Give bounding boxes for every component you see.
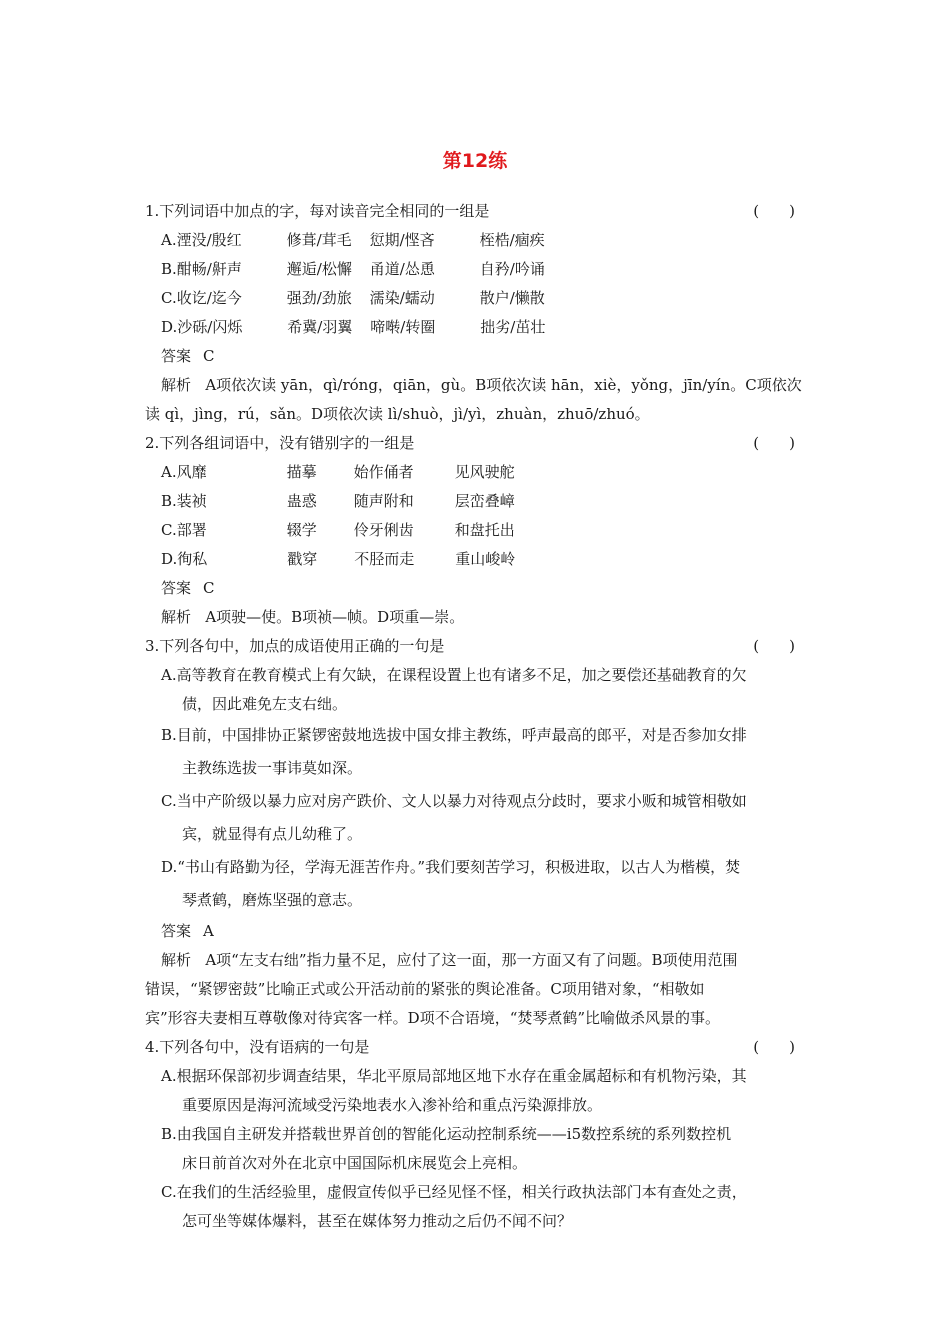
answer-value: C (203, 579, 215, 597)
answer-label: 答案 (161, 922, 192, 940)
word: 散户/懒散 (479, 289, 545, 307)
option-label: A. (161, 463, 177, 481)
option-a (145, 458, 809, 487)
answer-value: C (203, 347, 215, 365)
word: 辍学 (286, 521, 317, 539)
analysis (145, 603, 809, 632)
word: 邂逅/松懈 (286, 260, 352, 278)
option-line: “书山有路勤为径，学海无涯苦作舟。”我们要刻苦学习，积极进取，以古人为楷模，焚 (177, 858, 741, 876)
answer-bracket: ( ) (753, 1038, 795, 1056)
option-a (145, 661, 809, 719)
option-line: 目前，中国排协正紧锣密鼓地选拔中国女排主教练，呼声最高的郎平，对是否参加女排 (176, 726, 747, 744)
word: 风靡 (176, 463, 207, 481)
word: 湮没/殷红 (176, 231, 242, 249)
word: 希冀/羽翼 (287, 318, 353, 336)
option-b (145, 255, 809, 284)
word: 自矜/吟诵 (479, 260, 545, 278)
option-c (145, 516, 809, 545)
word: 层峦叠嶂 (454, 492, 515, 510)
analysis-line: 错误，“紧锣密鼓”比喻正式或公开活动前的紧张的舆论准备。C项用错对象，“相敬如 (145, 980, 705, 998)
analysis-line: A项依次读 yān，qì/róng，qiān，gù。B项依次读 hān，xiè，yǒng，jīn/yín。C项依次 (205, 376, 802, 394)
option-label: B. (161, 1125, 177, 1143)
option-line: 根据环保部初步调查结果，华北平原局部地区地下水存在重金属超标和有机物污染，其 (176, 1067, 747, 1085)
word: 随声附和 (353, 492, 414, 510)
option-line: 主教练选拔一事讳莫如深。 (182, 759, 363, 777)
option-d (145, 851, 809, 917)
word: 不胫而走 (354, 550, 415, 568)
option-d (145, 313, 809, 342)
option-c (145, 1178, 809, 1236)
question-4 (145, 1033, 809, 1236)
option-line: 在我们的生活经验里，虚假宣传似乎已经见怪不怪，相关行政执法部门本有查处之责， (176, 1183, 747, 1201)
question-1 (145, 197, 809, 429)
word: 蛊惑 (286, 492, 317, 510)
option-b (145, 1120, 809, 1178)
question-stem: 3.下列各句中，加点的成语使用正确的一句是 (145, 637, 445, 655)
option-line: 由我国自主研发并搭载世界首创的智能化运动控制系统——i5数控系统的系列数控机 (176, 1125, 732, 1143)
option-line: 高等教育在教育模式上有欠缺，在课程设置上也有诸多不足，加之要偿还基础教育的欠 (176, 666, 747, 684)
analysis (145, 946, 809, 1033)
option-b (145, 487, 809, 516)
option-a (145, 1062, 809, 1120)
word: 濡染/蠕动 (369, 289, 435, 307)
word: 部署 (176, 521, 207, 539)
word: 桎梏/痼疾 (479, 231, 545, 249)
word: 啼啭/转圈 (370, 318, 436, 336)
word: 描摹 (286, 463, 317, 481)
word: 装祯 (176, 492, 207, 510)
option-label: A. (161, 231, 177, 249)
analysis (145, 371, 809, 429)
option-label: A. (161, 666, 177, 684)
option-label: C. (161, 289, 177, 307)
analysis-label: 解析 (161, 376, 192, 394)
option-d (145, 545, 809, 574)
question-stem: 4.下列各句中，没有语病的一句是 (145, 1038, 370, 1056)
answer (145, 342, 809, 371)
answer-label: 答案 (161, 579, 192, 597)
option-label: C. (161, 521, 177, 539)
analysis-label: 解析 (161, 608, 192, 626)
option-label: C. (161, 1183, 177, 1201)
word: 戳穿 (287, 550, 318, 568)
option-a (145, 226, 809, 255)
answer (145, 917, 809, 946)
question-2 (145, 429, 809, 632)
answer-bracket: ( ) (753, 434, 795, 452)
analysis-line: 宾”形容夫妻相互尊敬像对待宾客一样。D项不合语境，“焚琴煮鹤”比喻做杀风景的事。 (145, 1009, 721, 1027)
option-line: 怎可坐等媒体爆料，甚至在媒体努力推动之后仍不闻不问？ (182, 1212, 573, 1230)
option-line: 琴煮鹤，磨炼坚强的意志。 (182, 891, 363, 909)
answer-bracket: ( ) (753, 637, 795, 655)
word: 拙劣/茁壮 (480, 318, 546, 336)
analysis-line: A项驶—使。B项祯—帧。D项重—崇。 (205, 608, 465, 626)
analysis-label: 解析 (161, 951, 192, 969)
word: 重山峻岭 (455, 550, 516, 568)
word: 徇私 (177, 550, 208, 568)
answer (145, 574, 809, 603)
word: 收讫/迄今 (176, 289, 242, 307)
question-3 (145, 632, 809, 1033)
option-label: B. (161, 726, 177, 744)
option-line: 宾，就显得有点儿幼稚了。 (182, 825, 363, 843)
answer-bracket: ( ) (753, 202, 795, 220)
word: 见风驶舵 (454, 463, 515, 481)
option-label: D. (161, 318, 178, 336)
option-line: 债，因此难免左支右绌。 (182, 695, 348, 713)
answer-value: A (203, 922, 214, 940)
exercise-content (145, 197, 809, 1236)
question-stem: 2.下列各组词语中，没有错别字的一组是 (145, 434, 415, 452)
option-c (145, 284, 809, 313)
option-line: 重要原因是海河流域受污染地表水入渗补给和重点污染源排放。 (182, 1096, 603, 1114)
option-label: A. (161, 1067, 177, 1085)
option-line: 当中产阶级以暴力应对房产跌价、文人以暴力对待观点分歧时，要求小贩和城管相敬如 (176, 792, 747, 810)
analysis-line: 读 qì，jìng，rú，sǎn。D项依次读 lì/shuò，jì/yì，zhuàn，zhuō/zhuó。 (145, 405, 650, 423)
word: 始作俑者 (353, 463, 414, 481)
word: 强劲/劲旅 (286, 289, 352, 307)
option-label: D. (161, 858, 178, 876)
option-label: D. (161, 550, 178, 568)
analysis-line: A项“左支右绌”指力量不足，应付了这一面，那一方面又有了问题。B项使用范围 (205, 951, 738, 969)
answer-label: 答案 (161, 347, 192, 365)
option-line: 床日前首次对外在北京中国国际机床展览会上亮相。 (182, 1154, 528, 1172)
option-label: C. (161, 792, 177, 810)
word: 愆期/悭吝 (369, 231, 435, 249)
option-b (145, 719, 809, 785)
word: 修葺/茸毛 (286, 231, 352, 249)
word: 甬道/怂恿 (369, 260, 435, 278)
word: 酣畅/鼾声 (176, 260, 242, 278)
option-label: B. (161, 260, 177, 278)
page-title: 第12练 (442, 150, 508, 172)
word: 沙砾/闪烁 (177, 318, 243, 336)
word: 和盘托出 (454, 521, 515, 539)
option-c (145, 785, 809, 851)
word: 伶牙俐齿 (353, 521, 414, 539)
option-label: B. (161, 492, 177, 510)
question-stem: 1.下列词语中加点的字，每对读音完全相同的一组是 (145, 202, 490, 220)
